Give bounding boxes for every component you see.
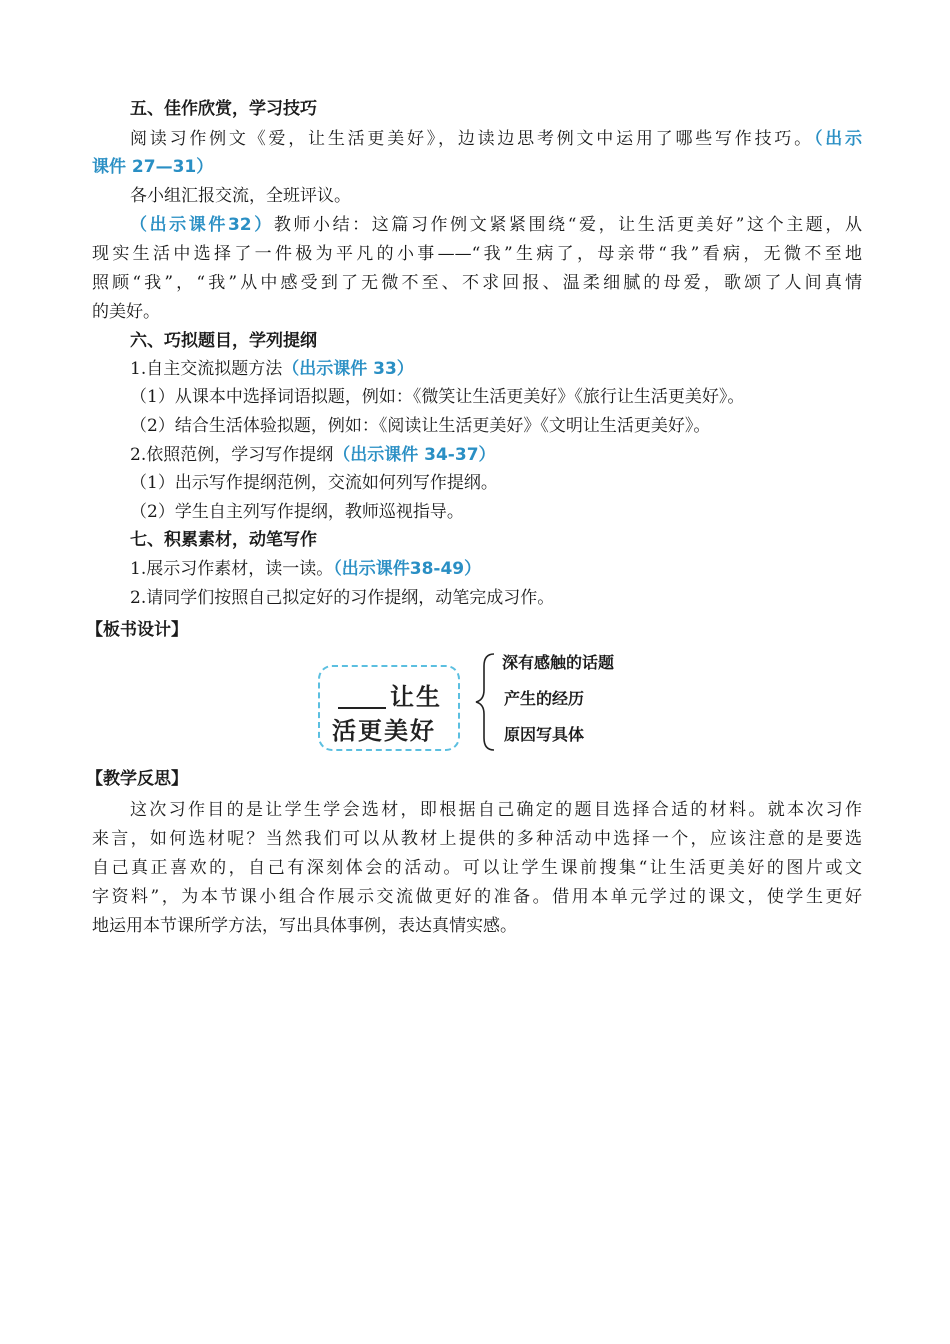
board-item-2: 产生的经历 xyxy=(504,689,585,708)
paragraph-line: 的美好。 xyxy=(92,302,160,322)
reflection-line: 地运用本节课所学方法，写出具体事例，表达真情实感。 xyxy=(92,916,517,936)
curly-brace-icon xyxy=(472,652,502,752)
section5-paragraph-3 xyxy=(92,210,862,240)
paragraph-text: 教师小结：这篇习作例文紧紧围绕“爱，让生活更美好”这个主题，从 xyxy=(273,215,862,235)
reflection-line: 自己真正喜欢的，自己有深刻体会的活动。可以让学生课前搜集“让生活更美好的图片或文 xyxy=(92,858,862,878)
board-design-heading: 【板书设计】 xyxy=(86,620,188,640)
paragraph-line: 照顾“我”，“我”从中感受到了无微不至、不求回报、温柔细腻的母爱，歌颂了人间真情 xyxy=(92,273,862,293)
section5-heading: 五、佳作欣赏，学习技巧 xyxy=(130,99,317,119)
section7-heading: 七、积累素材，动笔写作 xyxy=(130,530,317,550)
reflection-line: 字资料”，为本节课小组合作展示交流做更好的准备。借用本单元学过的课文，使学生更好 xyxy=(92,887,862,907)
board-item-3: 原因写具体 xyxy=(504,725,585,744)
courseware-citation: （出示课件38-49） xyxy=(333,559,482,579)
section6-item-1b: （2）结合生活体验拟题，例如：《阅读让生活更美好》《文明让生活更美好》。 xyxy=(130,416,711,436)
section6-item-2b: （2）学生自主列写作提纲，教师巡视指导。 xyxy=(130,502,464,522)
board-title-line-2: 活更美好 xyxy=(332,716,436,745)
courseware-citation: （出示 xyxy=(813,129,863,149)
section6-heading: 六、巧拟题目，学列提纲 xyxy=(130,331,317,351)
item-text: 1.自主交流拟题方法 xyxy=(130,359,283,379)
item-text: 1.展示习作素材，读一读。 xyxy=(130,559,334,579)
section7-item-1 xyxy=(92,554,481,584)
section6-item-1 xyxy=(92,354,414,384)
reflection-line: 来言，如何选材呢？当然我们可以从教材上提供的多种活动中选择一个，应该注意的是要选 xyxy=(92,829,862,849)
board-item-1: 深有感触的话题 xyxy=(502,653,615,672)
board-title-line-1: 让生 xyxy=(390,682,442,711)
courseware-citation: （出示课件 33） xyxy=(282,359,414,379)
courseware-citation: （出示课件 34-37） xyxy=(333,445,496,465)
section7-item-2: 2.请同学们按照自己拟定好的习作提纲，动笔完成习作。 xyxy=(130,588,555,608)
courseware-citation: （出示课件32） xyxy=(130,215,274,235)
reflection-heading: 【教学反思】 xyxy=(86,769,188,789)
section6-item-2 xyxy=(92,440,496,470)
section6-item-1a: （1）从课本中选择词语拟题，例如：《微笑让生活更美好》《旅行让生活更美好》。 xyxy=(130,387,745,407)
paragraph-line: 现实生活中选择了一件极为平凡的小事——“我”生病了，母亲带“我”看病，无微不至地 xyxy=(92,244,862,264)
section5-paragraph-2: 各小组汇报交流，全班评议。 xyxy=(130,186,351,206)
section5-paragraph-1 xyxy=(92,124,862,154)
section6-item-2a: （1）出示写作提纲范例，交流如何列写作提纲。 xyxy=(130,473,498,493)
item-text: 2.依照范例，学习写作提纲 xyxy=(130,445,334,465)
reflection-line: 这次习作目的是让学生学会选材，即根据自己确定的题目选择合适的材料。就本次习作 xyxy=(130,800,862,820)
paragraph-text: 阅读习作例文《爱，让生活更美好》，边读边思考例文中运用了哪些写作技巧。 xyxy=(130,129,814,149)
courseware-citation: 课件 27—31） xyxy=(92,157,214,177)
title-blank-line xyxy=(338,707,386,709)
board-title-box xyxy=(318,665,460,751)
